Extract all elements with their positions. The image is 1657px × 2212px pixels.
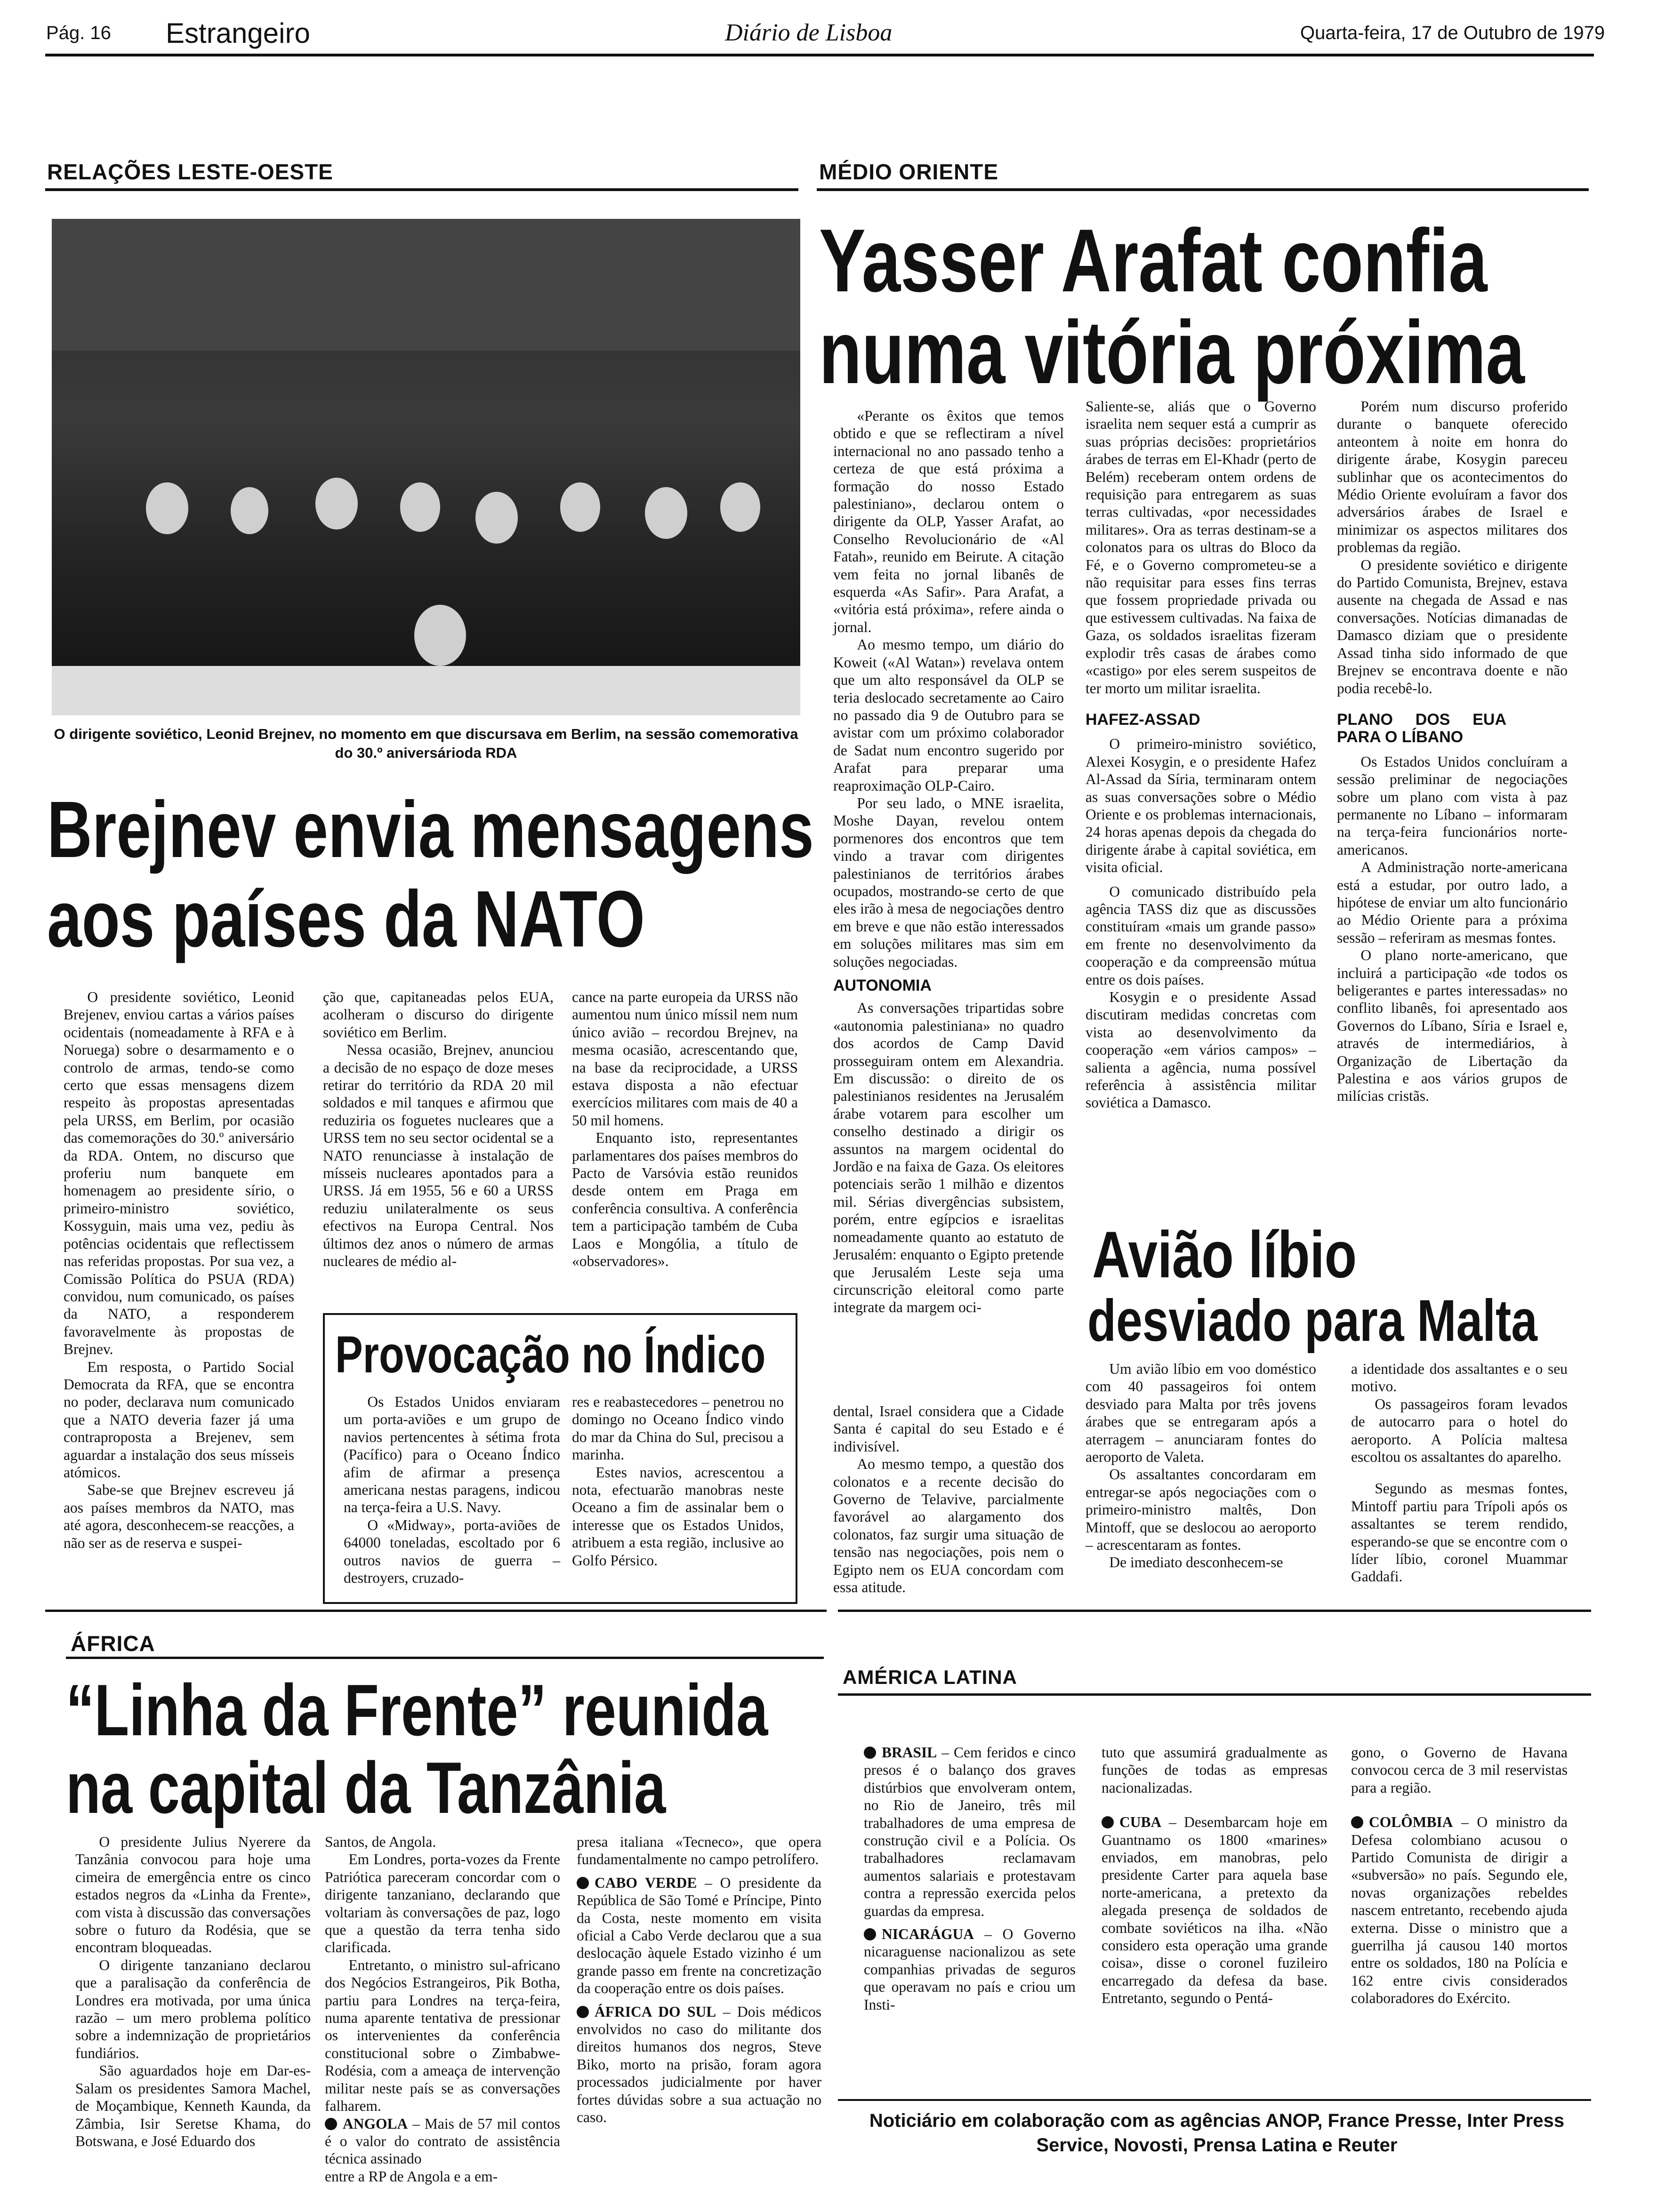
headline-arafat-2: numa vitória próxima bbox=[819, 303, 1525, 402]
africa-rule bbox=[66, 1657, 824, 1659]
section-name: Estrangeiro bbox=[166, 17, 310, 49]
issue-date: Quarta-feira, 17 de Outubro de 1979 bbox=[1300, 23, 1605, 43]
bullet-icon bbox=[325, 2118, 337, 2130]
arafat-column-1-continued: dental, Israel considera que a Cidade Santa é capital do seu Estado e é indivisível. Ao mesmo tempo, a questão dos colonatos e a recente decisão do Governo de Telavive, parcialmente favorável ao alargamento dos colonatos, faz surgir uma situação de tensão nas negociações, pois nem o Egipto nem os EUA concordam com essa atitude. bbox=[833, 1403, 1064, 1596]
arafat-column-3: Porém num discurso proferido durante o banquete oferecido anteontem à noite em honra do dirigente árabe, Kosygin pareceu sublinhar que os acontecimentos do Médio Oriente evoluíram a favor dos adversários árabes de Israel e minimizar os aspectos militares dos problemas da região. O presidente soviético e dirigente do Partido Comunista, Brejnev, estava ausente na chegada de Assad e nas conversações. Notícias dimanadas de Damasco diziam que o presidente Assad tinha sido informado de que Brejnev se encontrava doente e não podia recebê-lo. PLANO DOS EUA PARA O LÍBANO Os Estados Unidos concluíram a sessão preliminar de negociações sobre um plano com vista à paz permanente no Líbano – informaram na terça-feira funcionários norte-americanos. A Administração norte-americana está a estudar, por outro lado, a hipótese de enviar um alto funcionário ao Médio Oriente para a próxima sessão – referiram as mesmas fontes. O plano norte-americano, que incluirá a participação «de todos os beligerantes e partes interessadas» no conflito libanês, foi apresentado aos Governos do Líbano, Síria e Israel e, através de intermediários, à Organização de Libertação da Palestina e aos vários grupos de milícias cristãs. bbox=[1337, 398, 1568, 1105]
bullet-icon bbox=[1102, 1816, 1114, 1828]
brejnev-column-2: ção que, capitaneadas pelos EUA, acolheram o discurso do dirigente soviético em Berlim. Nessa ocasião, Brejnev, anunciou a decisão de no espaço de doze meses retirar do território da RDA 20 mil soldados e mil tanques e afirmou que reduziria os foguetes nucleares que a URSS tem no seu sector ocidental se a NATO renunciasse à instalação de mísseis nucleares apontados para a URSS. Já em 1955, 56 e 60 a URSS reduziu unilateralmente os seus efectivos na Europa Central. Nos últimos dez anos o número de armas nucleares de médio al- bbox=[323, 989, 554, 1270]
headline-arafat-1: Yasser Arafat confia bbox=[819, 211, 1488, 311]
headline-africa-2: na capital da Tanzânia bbox=[66, 1747, 666, 1828]
newspaper-name: Diário de Lisboa bbox=[725, 19, 893, 46]
bullet-icon bbox=[864, 1928, 876, 1940]
section-label: RELAÇÕES LESTE-OESTE bbox=[47, 160, 333, 184]
footer-rule bbox=[838, 2099, 1591, 2101]
headline-aviao-1: Avião líbio bbox=[1092, 1218, 1357, 1291]
section-rule bbox=[45, 188, 798, 191]
provocacao-column-2: res e reabastecedores – penetrou no domingo no Oceano Índico vindo do mar da China do Sul, precisou a marinha. Estes navios, acrescentou a nota, efectuarão manobras neste Oceano a fim de assinalar bem o interesse que os Estados Unidos, atribuem a esta região, inclusive ao Golfo Pérsico. bbox=[572, 1394, 784, 1569]
section-label-america: AMÉRICA LATINA bbox=[843, 1666, 1017, 1688]
photo-caption: O dirigente soviético, Leonid Brejnev, no momento em que discursava em Berlim, na sessão comemorativa do 30.º aniversárioda RDA bbox=[54, 726, 798, 761]
headline-brejnev-1: Brejnev envia mensagens bbox=[47, 785, 814, 874]
brejnev-column-1: O presidente soviético, Leonid Brejenev, enviou cartas a vários países ocidentais (nomeadamente à RFA e à Noruega) sobre o desarmamento e o controlo de armas, tendo-se como certo que essas mensagens dizem respeito às propostas apresentadas pela URSS, em Berlim, por ocasião das comemorações do 30.º aniversário da RDA. Ontem, no discurso que proferiu num banquete em homenagem ao presidente sírio, o primeiro-ministro soviético, Kossyguin, mais uma vez, pediu às potências ocidentais que reflectissem nas referidas propostas. Por sua vez, a Comissão Política do PSUA (RDA) convidou, num comunicado, os países da NATO, a responderem favoravelmente às propostas de Brejnev. Em resposta, o Partido Social Democrata da RFA, que se encontra no poder, declarava num comunicado que a NATO deveria fazer já uma contraproposta a Brejenev, sem aguardar a instalação dos seus mísseis atómicos. Sabe-se que Brejnev escreveu já aos países membros da NATO, mas até agora, desconhecem-se reacções, a não ser as de reserva e suspei- bbox=[64, 989, 294, 1551]
section-rule-medio-oriente bbox=[817, 188, 1589, 191]
arafat-column-2: Saliente-se, aliás que o Governo israelita nem sequer está a cumprir as suas próprias decisões: proprietários árabes de terras em El-Khadr (perto de Belém) receberam ontem ordens de requisição para entregarem as suas terras cultivadas, «por necessidades militares». Ora as terras destinam-se a colonatos para os ultras do Bloco da Fé, e o Governo comprometeu-se a não requisitar para esses fins terras que fossem propriedade privada ou que estivessem cultivadas. Na faixa de Gaza, os soldados israelitas fizeram explodir três casas de árabes como «castigo» por eles serem suspeitos de ter morto um militar israelita. HAFEZ-ASSAD O primeiro-ministro soviético, Alexei Kosygin, e o presidente Hafez Al-Assad da Síria, terminaram ontem as suas conversações sobre o Médio Oriente e os problemas internacionais, 24 horas apenas depois da chegada do dirigente árabe à capital soviética, em visita oficial. O comunicado distribuído pela agência TASS diz que as discussões constituíram «mais um grande passo» em frente no desenvolvimento da cooperação e da compreensão mútua entre os dois países. Kosygin e o presidente Assad discutiram medidas concretas com vista ao desenvolvimento da cooperação «em vários campos» – salienta a agência, numa possível referência à assistência militar soviética a Damasco. bbox=[1086, 398, 1316, 1111]
brejnev-column-3: cance na parte europeia da URSS não aumentou num único míssil nem num único avião – recordou Brejnev, na mesma ocasião, acrescentando que, na base da reciprocidade, a URSS estava disposta a não efectuar exercícios militares com mais de 40 a 50 mil homens. Enquanto isto, representantes parlamentares dos países membros do Pacto de Varsóvia estão reunidos desde ontem em Praga em conferência consultiva. A conferência tem a participação também de Cuba Laos e Mongólia, a título de «observadores». bbox=[572, 989, 798, 1270]
headline-africa-1: “Linha da Frente” reunida bbox=[66, 1669, 768, 1751]
america-column-1: BRASIL – Cem feridos e cinco presos é o balanço dos graves distúrbios que envolveram ontem, no Rio de Janeiro, três mil trabalhadores de uma empresa de construção civil e a Polícia. Os trabalhadores reclamavam aumentos salariais e protestavam contra a repressão exercida pelos guardas da empresa. NICARÁGUA – O Governo nicaraguense nacionalizou as sete companhias privadas de seguros que operavam no país e criou um Insti- bbox=[864, 1744, 1076, 2013]
headline-provocacao: Provocação no Índico bbox=[335, 1326, 766, 1384]
africa-top-rule bbox=[45, 1610, 827, 1612]
provocacao-column-1: Os Estados Unidos enviaram um porta-aviões e um grupo de navios pertencentes à sétima frota (Pacífico) para o Oceano Índico afim de afirmar a presença americana nestas paragens, indicou na terça-feira a U.S. Navy. O «Midway», porta-aviões de 64000 toneladas, escoltado por 6 outros navios de guerra – destroyers, cruzado- bbox=[344, 1394, 560, 1587]
america-rule bbox=[838, 1693, 1591, 1696]
headline-brejnev-2: aos países da NATO bbox=[47, 874, 645, 964]
aviao-column-2: a identidade dos assaltantes e o seu motivo. Os passageiros foram levados de autocarro para o hotel do aeroporto. A Polícia maltesa escoltou os assaltantes do aparelho. Segundo as mesmas fontes, Mintoff partiu para Trípoli após os assaltantes se terem rendido, esperando-se que se encontre com o líder líbio, coronel Muammar Gaddafi. bbox=[1351, 1361, 1568, 1585]
africa-column-3: presa italiana «Tecneco», que opera fundamentalmente no campo petrolífero. CABO VERDE – O presidente da República de São Tomé e Príncipe, Pinto da Costa, neste momento em visita oficial a Cabo Verde declarou que a sua deslocação àquele Estado vizinho é um grande passo em frente na concretização da cooperação entre os dois países. ÁFRICA DO SUL – Dois médicos envolvidos no caso do militante dos direitos humanos dos negros, Steve Biko, morto na prisão, foram agora processados judicialmente por haver fortes dúvidas sobre a sua actuação no caso. bbox=[577, 1834, 821, 2126]
arafat-column-1: «Perante os êxitos que temos obtido e que se reflectiram a nível internacional no ano passado tenho a certeza de que está próxima a formação do nosso Estado palestiniano», declarou ontem o dirigente da OLP, Yasser Arafat, ao Conselho Revolucionário de «Al Fatah», reunido em Beirute. A citação vem feita no jornal libanês de esquerda «As Safir». Para Arafat, a «vitória está próxima», refere ainda o jornal. Ao mesmo tempo, um diário do Koweit («Al Watan») revelava ontem que um alto responsável da OLP se teria deslocado secretamente ao Cairo no passado dia 9 de Outubro para se avistar com um próximo colaborador de Sadat num encontro sugerido por Arafat para preparar uma reaproximação OLP-Cairo. Por seu lado, o MNE israelita, Moshe Dayan, revelou ontem pormenores dos encontros que tem vindo a travar com dirigentes palestinianos de territórios árabes ocupados, mostrando-se certo de que eles irão à mesa de negociações dentro em breve e que não estão interessados em soluções militares mas sim em soluções negociadas. AUTONOMIA As conversações tripartidas sobre «autonomia palestiniana» no quadro dos acordos de Camp David prosseguiram ontem em Alexandria. Em discussão: o direito de os palestinianos residentes na Jerusalém árabe votarem para escolher um conselho destinado a dirigir os assuntos na margem ocidental do Jordão e na faixa de Gaza. Os eleitores potenciais serão 1 milhão e dizentos mil. Sérias divergências subsistem, porém, entre egípcios e israelitas nomeadamente quanto ao estatuto de Jerusalém: enquanto o Egipto pretende que Jerusalém Leste seja uma circunscrição eleitoral como parte integrate da margem oci- bbox=[833, 408, 1064, 1316]
aviao-column-1: Um avião líbio em voo doméstico com 40 passageiros foi ontem desviado para Malta por três jovens árabes que se entregaram após a aterragem – anunciaram fontes do aeroporto de Valeta. Os assaltantes concordaram em entregar-se após negociações com o primeiro-ministro maltês, Don Mintoff, que se deslocou ao aeroporto – acrescentaram as fontes. De imediato desconhecem-se bbox=[1086, 1361, 1316, 1571]
bullet-icon bbox=[1351, 1816, 1363, 1828]
america-column-3: gono, o Governo de Havana convocou cerca de 3 mil reservistas para a região. COLÔMBIA – O ministro da Defesa colombiano acusou o Partido Comunista de dirigir a «subversão» no país. Segundo ele, novas organizações rebeldes nascem entretanto, recebendo ajuda externa. Disse o ministro que a guerrilha já causou 140 mortos entre os soldados, 180 na Polícia e 162 entre civis considerados colaboradores do Exército. bbox=[1351, 1744, 1568, 2007]
bullet-icon bbox=[864, 1747, 876, 1759]
section-label-medio-oriente: MÉDIO ORIENTE bbox=[819, 160, 999, 184]
section-label-africa: ÁFRICA bbox=[71, 1631, 155, 1656]
bullet-icon bbox=[577, 1877, 589, 1889]
header-rule bbox=[45, 54, 1594, 56]
brejnev-photo bbox=[52, 219, 800, 715]
america-column-2: tuto que assumirá gradualmente as funções de todas as empresas nacionalizadas. CUBA – Desembarcam hoje em Guantnamo os 1800 «marines» enviados, em manobras, pelo presidente Carter para aquela base norte-americana, a pretexto da alegada presença de soldados de combate soviéticos na ilha. «Não considero esta operação uma grande coisa», disse o coronel fuzileiro encarregado da defesa da base. Entretanto, segundo o Pentá- bbox=[1102, 1744, 1327, 2007]
america-top-rule bbox=[838, 1610, 1591, 1612]
africa-column-2: Santos, de Angola. Em Londres, porta-vozes da Frente Patriótica pareceram concordar com o dirigente tanzaniano, declarando que voltariam às conversações de paz, logo que a questão da terra tenha sido clarificada. Entretanto, o ministro sul-africano dos Negócios Estrangeiros, Pik Botha, partiu para Londres na terça-feira, numa aparente tentativa de pressionar os intervenientes da conferência constitucional sobre o Zimbabwe-Rodésia, com a ameaça de intervenção militar neste país se as conversações falharem. ANGOLA – Mais de 57 mil contos é o valor do contrato de assistência técnica assinado entre a RP de Angola e a em- bbox=[325, 1834, 560, 2185]
agencies-footer: Noticiário em colaboração com as agências ANOP, France Presse, Inter Press Service, Novosti, Prensa Latina e Reuter bbox=[869, 2110, 1565, 2156]
headline-aviao-2: desviado para Malta bbox=[1087, 1288, 1537, 1354]
page-number: Pág. 16 bbox=[46, 23, 111, 43]
bullet-icon bbox=[577, 2006, 589, 2018]
africa-column-1: O presidente Julius Nyerere da Tanzânia convocou para hoje uma cimeira de emergência entre os cinco estados negros da «Linha da Frente», com vista à discussão das conversações sobre o futuro da Rodésia, que se encontram bloqueadas. O dirigente tanzaniano declarou que a paralisação da conferência de Londres era motivada, por uma única razão – um mero problema político sobre a indemnização de proprietários fundiários. São aguardados hoje em Dar-es-Salam os presidentes Samora Machel, de Moçambique, Kenneth Kaunda, da Zâmbia, Isir Seretse Khama, do Botswana, e José Eduardo dos bbox=[75, 1834, 311, 2149]
